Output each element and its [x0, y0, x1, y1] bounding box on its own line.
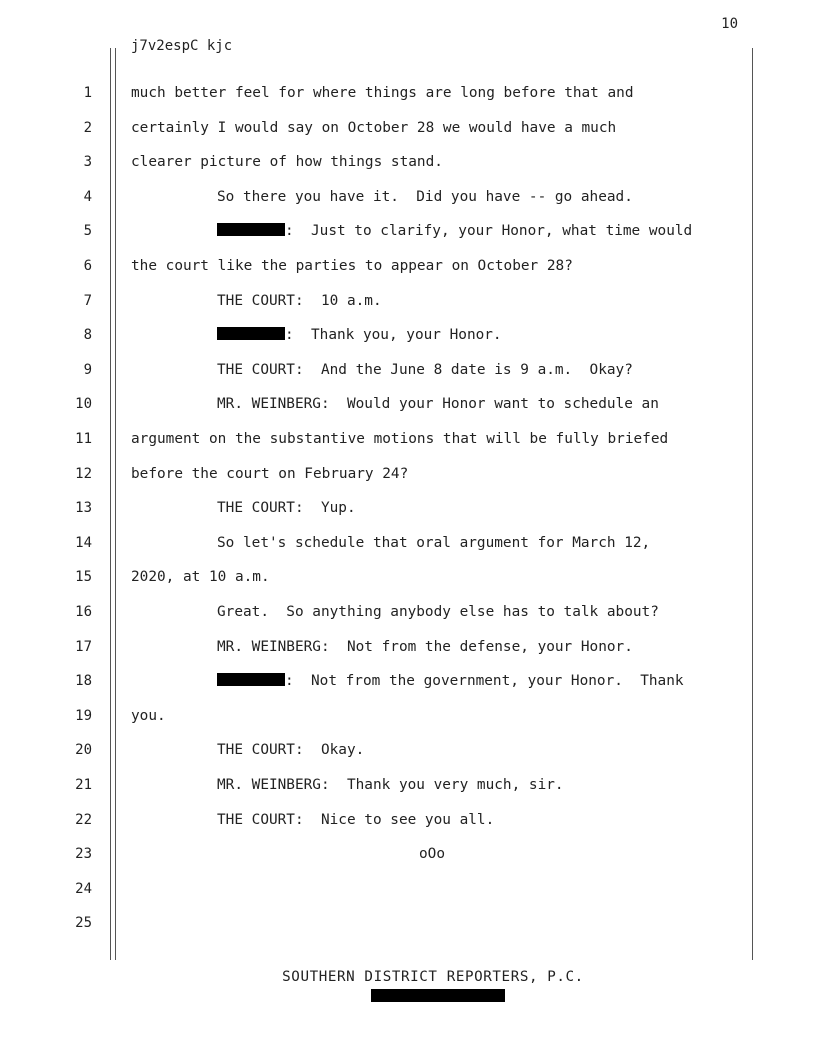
transcript-line	[0, 846, 816, 880]
line-text	[217, 293, 382, 309]
transcript-line	[0, 742, 816, 776]
line-number: 22	[75, 811, 92, 828]
line-number: 6	[83, 258, 92, 274]
transcript-line	[0, 466, 816, 500]
line-content: So let's schedule that oral argument for March 12,	[217, 534, 651, 551]
line-text	[131, 569, 270, 585]
transcript-line	[0, 293, 816, 327]
line-content: MR. WEINBERG: Thank you very much, sir.	[217, 777, 564, 793]
line-content: THE COURT: Yup.	[217, 500, 356, 517]
line-number: 12	[75, 465, 92, 482]
line-text	[131, 708, 166, 724]
line-text	[217, 604, 659, 620]
footer-redaction-bar	[371, 989, 505, 1002]
line-number: 25	[75, 915, 92, 932]
line-text	[217, 639, 633, 655]
transcript-line	[0, 85, 816, 119]
line-number: 19	[75, 707, 92, 724]
transcript-line	[0, 812, 816, 846]
line-number: 17	[75, 638, 92, 655]
line-content: much better feel for where things are long before that and	[131, 85, 634, 101]
line-text	[131, 85, 634, 101]
line-text	[131, 466, 408, 482]
line-content: argument on the substantive motions that will be fully briefed	[131, 431, 669, 447]
line-content: THE COURT: Nice to see you all.	[217, 811, 495, 828]
line-text	[419, 846, 445, 862]
line-text	[131, 120, 616, 136]
transcript-line	[0, 154, 816, 188]
line-number: 3	[83, 154, 92, 171]
transcript-line	[0, 569, 816, 603]
transcript-line	[0, 535, 816, 569]
transcript-line	[0, 915, 816, 949]
line-number: 5	[83, 223, 92, 240]
line-text	[217, 189, 633, 205]
line-number: 8	[83, 327, 92, 344]
line-text	[131, 431, 668, 447]
line-content: certainly I would say on October 28 we would have a much	[131, 119, 617, 136]
line-text	[217, 396, 659, 412]
transcript-line	[0, 777, 816, 811]
line-content: before the court on February 24?	[131, 465, 409, 482]
line-number: 14	[75, 534, 92, 551]
line-content: you.	[131, 707, 166, 724]
line-number: 16	[75, 604, 92, 620]
transcript-line	[0, 327, 816, 361]
line-text	[217, 812, 494, 828]
line-content: 2020, at 10 a.m.	[131, 569, 270, 586]
line-number: 15	[75, 569, 92, 586]
line-number: 20	[75, 742, 92, 759]
line-number: 23	[75, 846, 92, 863]
page-number: 10	[721, 16, 738, 32]
line-content: MR. WEINBERG: Not from the defense, your Honor.	[217, 638, 633, 655]
line-text	[131, 154, 443, 170]
line-content: THE COURT: 10 a.m.	[217, 292, 382, 309]
line-number: 11	[75, 431, 92, 447]
line-content: : Just to clarify, your Honor, what time would	[285, 223, 693, 240]
header-code: j7v2espC kjc	[131, 38, 233, 54]
line-content: So there you have it. Did you have -- go ahead.	[217, 188, 633, 205]
transcript-line	[0, 431, 816, 465]
line-text	[217, 500, 356, 516]
line-text	[131, 258, 573, 274]
line-number: 10	[75, 396, 92, 413]
transcript-line	[0, 673, 816, 707]
line-text	[217, 742, 364, 758]
line-text	[217, 777, 564, 793]
line-content: MR. WEINBERG: Would your Honor want to schedule an	[217, 396, 659, 413]
transcript-line	[0, 708, 816, 742]
line-content: : Not from the government, your Honor. Thank	[285, 673, 684, 690]
line-number: 24	[75, 880, 92, 897]
transcript-line	[0, 604, 816, 638]
transcript-line	[0, 362, 816, 396]
footer-reporter-name: SOUTHERN DISTRICT REPORTERS, P.C.	[282, 969, 584, 985]
speaker-redaction-bar	[217, 673, 285, 686]
line-content: Great. So anything anybody else has to talk about?	[217, 604, 659, 620]
line-text	[217, 362, 633, 378]
line-content: oOo	[419, 846, 445, 863]
transcript-line	[0, 189, 816, 223]
line-content: clearer picture of how things stand.	[131, 154, 443, 171]
line-text	[217, 223, 692, 239]
line-number: 1	[83, 85, 92, 101]
transcript-line	[0, 223, 816, 257]
transcript-line	[0, 639, 816, 673]
line-text	[217, 327, 502, 343]
line-content: THE COURT: Okay.	[217, 742, 365, 759]
line-text	[217, 673, 684, 689]
line-content: the court like the parties to appear on October 28?	[131, 258, 573, 274]
line-text	[217, 535, 650, 551]
line-number: 13	[75, 500, 92, 517]
transcript-line	[0, 500, 816, 534]
line-number: 18	[75, 673, 92, 690]
line-number: 9	[83, 361, 92, 378]
transcript-line	[0, 258, 816, 292]
line-content: THE COURT: And the June 8 date is 9 a.m. Okay?	[217, 361, 633, 378]
line-number: 21	[75, 777, 92, 793]
line-content: : Thank you, your Honor.	[285, 327, 502, 344]
speaker-redaction-bar	[217, 223, 285, 236]
speaker-redaction-bar	[217, 327, 285, 340]
transcript-line	[0, 120, 816, 154]
transcript-line	[0, 881, 816, 915]
line-number: 7	[83, 292, 92, 309]
line-number: 4	[83, 188, 92, 205]
transcript-line	[0, 396, 816, 430]
line-number: 2	[83, 119, 92, 136]
